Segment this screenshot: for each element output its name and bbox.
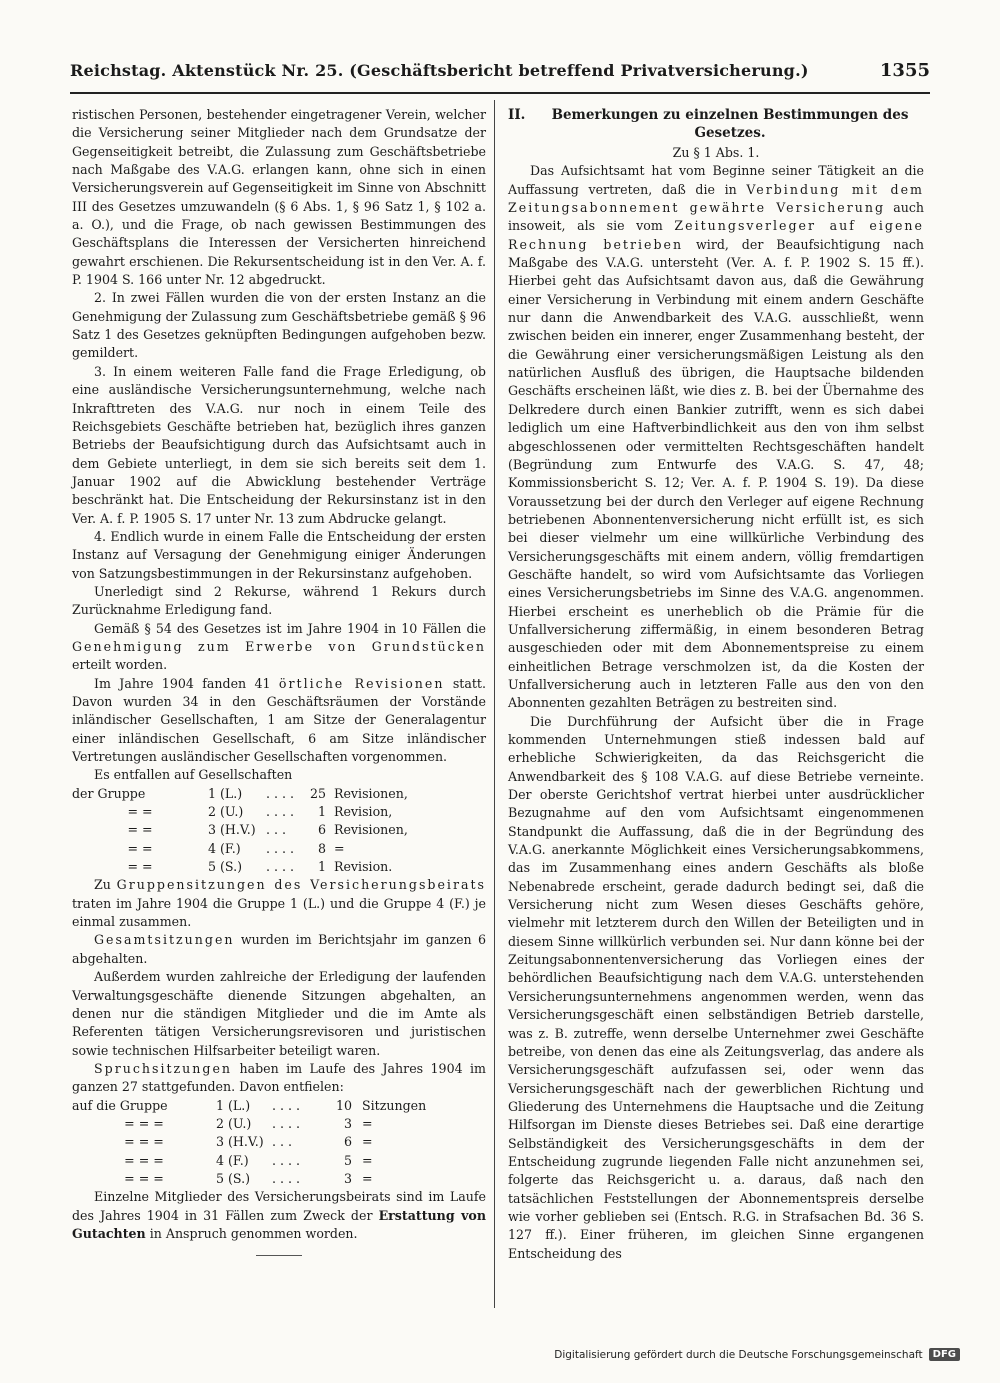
paragraph: 2. In zwei Fällen wurden die von der ersten Instanz an die Genehmigung der Zulassung zum Geschäftsbetriebe gemäß § 96 Satz 1 des Gesetzes geknüpften Bedingungen aufgehoben bezw. gemildert. [72, 290, 486, 361]
paragraph: Gemäß § 54 des Gesetzes ist im Jahre 1904 in 10 Fällen die Genehmigung zum Erwerbe von Grundstücken erteilt worden. [72, 620, 486, 673]
spaced-emphasis: Genehmigung zum Erwerbe von Grundstücken [72, 638, 486, 654]
paragraph: Zu Gruppensitzungen des Versicherungsbeirats traten im Jahre 1904 die Gruppe 1 (L.) und die Gruppe 4 (F.) je einmal zusammen. [72, 877, 486, 930]
paragraph: Das Aufsichtsamt hat vom Beginne seiner Tätigkeit an die Auffassung vertreten, daß die in Verbindung mit dem Zeitungsabonnement gewährte Versicherung auch insoweit, als sie vom Zeitungsverleger auf eigene Rechnung betrieben wird, der Beaufsichtigung nach Maßgabe des V.A.G. untersteht (Ver. A. f. P. 1902 S. 15 ff.). Hierbei geht das Aufsichtsamt davon aus, daß die Gewährung einer Versicherung in Verbindung mit einem andern Geschäfte nur dann die Anwendbarkeit des V.A.G. ausschließt, wenn zwischen beiden ein innerer, enger Zusammenhang besteht, der die Gewährung einer versicherungsmäßigen Leistung als den natürlichen Ausfluß des übrigen, die Hauptsache bildenden Geschäfts erscheinen läßt, wie dies z. B. bei der Übernahme des Delkredere durch einen Bankier zutrifft, wenn es sich dabei lediglich um eine Haftverbindlichkeit aus den von ihm selbst abgeschlossenen oder vermittelten Rechtsgeschäften handelt (Begründung zum Entwurfe des V.A.G. S. 47, 48; Kommissionsbericht S. 12; Ver. A. f. P. 1904 S. 19). Da diese Voraussetzung bei der durch den Verleger auf eigene Rechnung betriebenen Abonnentenversicherung nicht erfüllt ist, es sich bei dieser vielmehr um eine willkürliche Verbindung des Versicherungsgeschäfts mit einem andern, völlig fremdartigen Geschäfte handelt, so wird vom Aufsichtsamte das Vorliegen eines Versicherungsbetriebs im Sinne des V.A.G. angenommen. Hierbei erscheint es unerheblich ob die Prämie für die Unfallversicherung ziffermäßig, in einem besonderen Betrag ausgeschieden oder mit dem Abonnementspreise zu einem einheitlichen Betrage verschmolzen ist, da die Kosten der Unfallversicherung auch in letzteren Falle aus den von den Abonnenten gezahlten Beträgen zu bestreiten sind. [508, 163, 924, 711]
revisions-table [72, 785, 486, 877]
table-row: = = 3 (H.V.) ... 6 Revisionen, [127, 822, 408, 838]
paragraph: Die Durchführung der Aufsicht über die in Frage kommenden Unternehmungen stieß indessen bald auf erhebliche Schwierigkeiten, da das Reichsgericht die Anwendbarkeit des § 108 V.A.G. auf diese Betriebe verneinte. Der oberste Gerichtshof vertrat hierbei unter ausdrücklicher Bezugnahme auf den vom Aufsichtsamt eingenommenen Standpunkt die Auffassung, daß die in der Begründung des V.A.G. anerkannte Möglichkeit eines Versicherungsabkommens, das im Zusammenhang eines andern Geschäfts als bloße Nebenabrede erscheint, gerade dadurch bedingt sei, daß die Versicherung nicht zum Wesen dieses Geschäfts gehöre, vielmehr mit letzterem durch den Willen der Beteiligten und in diesem Sinne willkürlich verbunden sei. Nur dann könne bei der Zeitungsabonnentenversicherung das Vorliegen eines der behördlichen Beaufsichtigung nach dem V.A.G. unterstehenden Versicherungsunternehmens angenommen werden, wenn das Versicherungsgeschäft einen selbständigen Betrieb darstelle, was z. B. zutreffe, wenn derselbe Unternehmer zwei Geschäfte betreibe, von denen das eine als Zeitungsverlag, das andere als Versicherungsgeschäft aufzufassen sei, oder wenn das Versicherungsgeschäft nach der gewerblichen Richtung und Gliederung des Unternehmens die Hauptsache und die Zeitung Hilfsorgan im Dienste dieses Betriebes sei. Daß eine derartige Selbständigkeit des Versicherungsgeschäfts in dem der Entscheidung zugrunde liegenden Falle nicht anzunehmen sei, folgerte das Reichsgericht u. a. daraus, daß nach den tatsächlichen Feststellungen der Abonnementspreis derselbe wie vorher geblieben sei (Entsch. R.G. in Strafsachen Bd. 36 S. 127 ff.). Einer früheren, im gleichen Sinne ergangenen Entscheidung des [508, 713, 924, 1261]
paragraph: Unerledigt sind 2 Rekurse, während 1 Rekurs durch Zurücknahme Erledigung fand. [72, 583, 486, 618]
running-title: Reichstag. Aktenstück Nr. 25. (Geschäftsbericht betreffend Privatversicherung.) [70, 61, 809, 80]
digitization-footer [554, 1348, 960, 1361]
spaced-emphasis: Spruchsitzungen [94, 1060, 233, 1076]
right-column [508, 106, 924, 1263]
subheading: Zu § 1 Abs. 1. [672, 145, 760, 160]
spaced-emphasis: Zeitungsverleger auf eigene Rechnung betrieben [508, 218, 924, 252]
spaced-emphasis: Gesamtsitzungen [94, 932, 235, 948]
spaced-emphasis: Verbindung mit dem Zeitungsabonnement gewährte Versicherung [508, 181, 924, 216]
table-row: = = = 4 (F.) .... 5 = [124, 1152, 373, 1168]
left-column [72, 106, 486, 1256]
dfg-logo: DFG [929, 1348, 960, 1361]
paragraph: Im Jahre 1904 fanden 41 örtliche Revisionen statt. Davon wurden 34 in den Geschäftsräumen der Vorstände inländischer Gesellschaften, 1 am Sitze der Generalagentur einer inländischen Gesellschaft, 6 am Sitze inländischer Vertretungen ausländischer Gesellschaften vorgenommen. [72, 675, 486, 765]
spaced-emphasis: örtliche Revisionen [278, 675, 445, 691]
bold-emphasis: Erstattung von Gutachten [72, 1207, 486, 1241]
section-title: Bemerkungen zu einzelnen Bestimmungen des Gesetzes. [551, 107, 909, 141]
table-row: = = 2 (U.) .... 1 Revision, [127, 804, 393, 820]
table-row: = = 5 (S.) .... 1 Revision. [127, 859, 393, 875]
column-divider [494, 100, 495, 1308]
footer-text: Digitalisierung gefördert durch die Deutsche Forschungsgemeinschaft [554, 1348, 923, 1361]
sessions-table [72, 1097, 486, 1189]
table-row: = = = 2 (U.) .... 3 = [124, 1115, 373, 1131]
table-row: = = 4 (F.) .... 8 = [127, 840, 345, 856]
paragraph: ristischen Personen, bestehender eingetragener Verein, welcher die Versicherung seiner Mitglieder nach dem Grundsatze der Gegenseitigkeit betreibt, die Zulassung zum Geschäftsbetriebe nach Maßgabe des V.A.G. erlangen kann, ohne sich in einen Versicherungsverein auf Gegenseitigkeit im Sinne von Abschnitt III des Gesetzes umzuwandeln (§ 6 Abs. 1, § 96 Satz 1, § 102 a. a. O.), und die Frage, ob nach gewissen Bestimmungen des Geschäftsplans die Interessen der Versicherten hinreichend gewahrt erschienen. Die Rekursentscheidung ist in den Ver. A. f. P. 1904 S. 166 unter Nr. 12 abgedruckt. [72, 107, 486, 288]
table-row: = = = 5 (S.) .... 3 = [124, 1170, 373, 1186]
section-number: II. [508, 107, 526, 123]
paragraph: 3. In einem weiteren Falle fand die Frage Erledigung, ob eine ausländische Versicherungsunternehmung, welche nach Inkrafttreten des V.A.G. nur noch in einem Teile des Reichsgebiets Geschäfte betrieben hat, bezüglich ihres ganzen Betriebs der Beaufsichtigung durch das Aufsichtsamt auch in dem Gebiete unterliegt, in dem sie sich bereits seit dem 1. Januar 1902 auf die Abwicklung bestehender Verträge beschränkt hat. Die Entscheidung der Rekursinstanz ist in den Ver. A. f. P. 1905 S. 17 unter Nr. 13 zum Abdrucke gelangt. [72, 363, 486, 526]
page-number: 1355 [879, 60, 930, 81]
paragraph: Spruchsitzungen haben im Laufe des Jahres 1904 im ganzen 27 stattgefunden. Davon entfielen: [72, 1060, 486, 1095]
end-rule [256, 1255, 302, 1256]
page-header [70, 60, 930, 94]
section-heading [508, 106, 924, 142]
table-row: der Gruppe 1 (L.) .... 25 Revisionen, [72, 785, 408, 801]
paragraph: Gesamtsitzungen wurden im Berichtsjahr im ganzen 6 abgehalten. [72, 932, 486, 966]
paragraph: 4. Endlich wurde in einem Falle die Entscheidung der ersten Instanz auf Versagung der Genehmigung einiger Änderungen von Satzungsbestimmungen in der Rekursinstanz aufgehoben. [72, 528, 486, 581]
paragraph: Es entfallen auf Gesellschaften [94, 767, 293, 783]
table-row: auf die Gruppe 1 (L.) .... 10 Sitzungen [72, 1097, 427, 1113]
table-row: = = = 3 (H.V.) ... 6 = [124, 1134, 373, 1150]
spaced-emphasis: Gruppensitzungen des Versicherungsbeirats [116, 877, 486, 893]
paragraph: Außerdem wurden zahlreiche der Erledigung der laufenden Verwaltungsgeschäfte dienende Sitzungen abgehalten, an denen nur die ständigen Mitglieder und die im Amte als Referenten tätigen Versicherungsrevisoren und juristischen sowie technischen Hilfsarbeiter beteiligt waren. [72, 969, 486, 1058]
paragraph: Einzelne Mitglieder des Versicherungsbeirats sind im Laufe des Jahres 1904 in 31 Fällen zum Zweck der Erstattung von Gutachten in Anspruch genommen worden. [72, 1189, 486, 1241]
